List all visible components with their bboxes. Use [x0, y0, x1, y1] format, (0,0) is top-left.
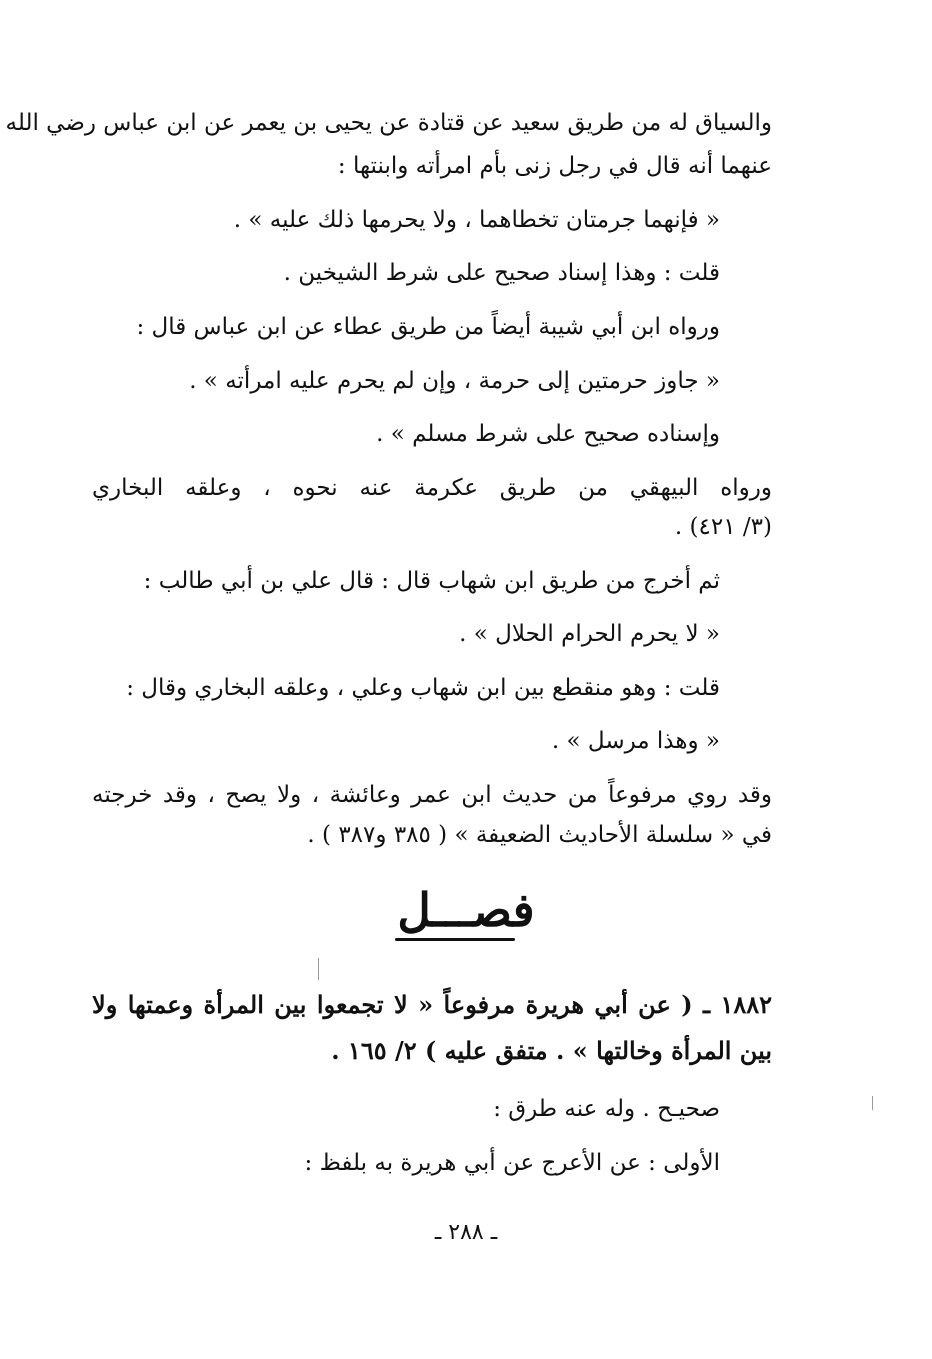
text-line: الأولى : عن الأعرج عن أبي هريرة به بلفظ : [304, 1150, 720, 1176]
text-line: صحيـح . وله عنه طرق : [493, 1096, 720, 1122]
text-line: في « سلسلة الأحاديث الضعيفة » ( ٣٨٥ و٣٨٧ ) . [307, 822, 772, 848]
quote-line: « وهذا مرسل » . [551, 728, 720, 754]
section-heading: فصـــل [397, 883, 535, 937]
text-line: (٣/ ٤٢١) . [674, 514, 772, 540]
text-line: وقد روي مرفوعاً من حديث ابن عمر وعائشة ، ولا يصح ، وقد خرجته [92, 782, 772, 808]
heading-underline [395, 938, 515, 941]
text-line: قلت : وهو منقطع بين ابن شهاب وعلي ، وعلقه البخاري وقال : [126, 675, 720, 701]
quote-line: « جاوز حرمتين إلى حرمة ، وإن لم يحرم عليه امرأته » . [189, 368, 720, 394]
text-line: ورواه ابن أبي شيبة أيضاً من طريق عطاء عن ابن عباس قال : [136, 314, 720, 340]
hadith-line: ١٨٨٢ ـ ( عن أبي هريرة مرفوعاً « لا تجمعوا بين المرأة وعمتها ولا [92, 990, 772, 1019]
scan-speck [318, 958, 319, 980]
page-number: ـ ٢٨٨ ـ [434, 1220, 498, 1245]
hadith-line: بين المرأة وخالتها » . متفق عليه ) ٢/ ١٦٥ . [331, 1036, 772, 1065]
text-line: ورواه البيهقي من طريق عكرمة عنه نحوه ، وعلقه البخاري [92, 475, 772, 501]
text-line: والسياق له من طريق سعيد عن قتادة عن يحيى بن يعمر عن ابن عباس رضي الله [5, 110, 772, 136]
scan-speck [872, 1096, 873, 1110]
text-line: قلت : وهذا إسناد صحيح على شرط الشيخين . [283, 260, 720, 286]
text-line: وإسناده صحيح على شرط مسلم » . [376, 421, 720, 447]
quote-line: « فإنهما جرمتان تخطاهما ، ولا يحرمها ذلك عليه » . [233, 207, 720, 233]
text-line: ثم أخرج من طريق ابن شهاب قال : قال علي بن أبي طالب : [143, 568, 720, 594]
text-line: عنهما أنه قال في رجل زنى بأم امرأته وابنتها : [337, 153, 772, 179]
quote-line: « لا يحرم الحرام الحلال » . [459, 621, 720, 647]
